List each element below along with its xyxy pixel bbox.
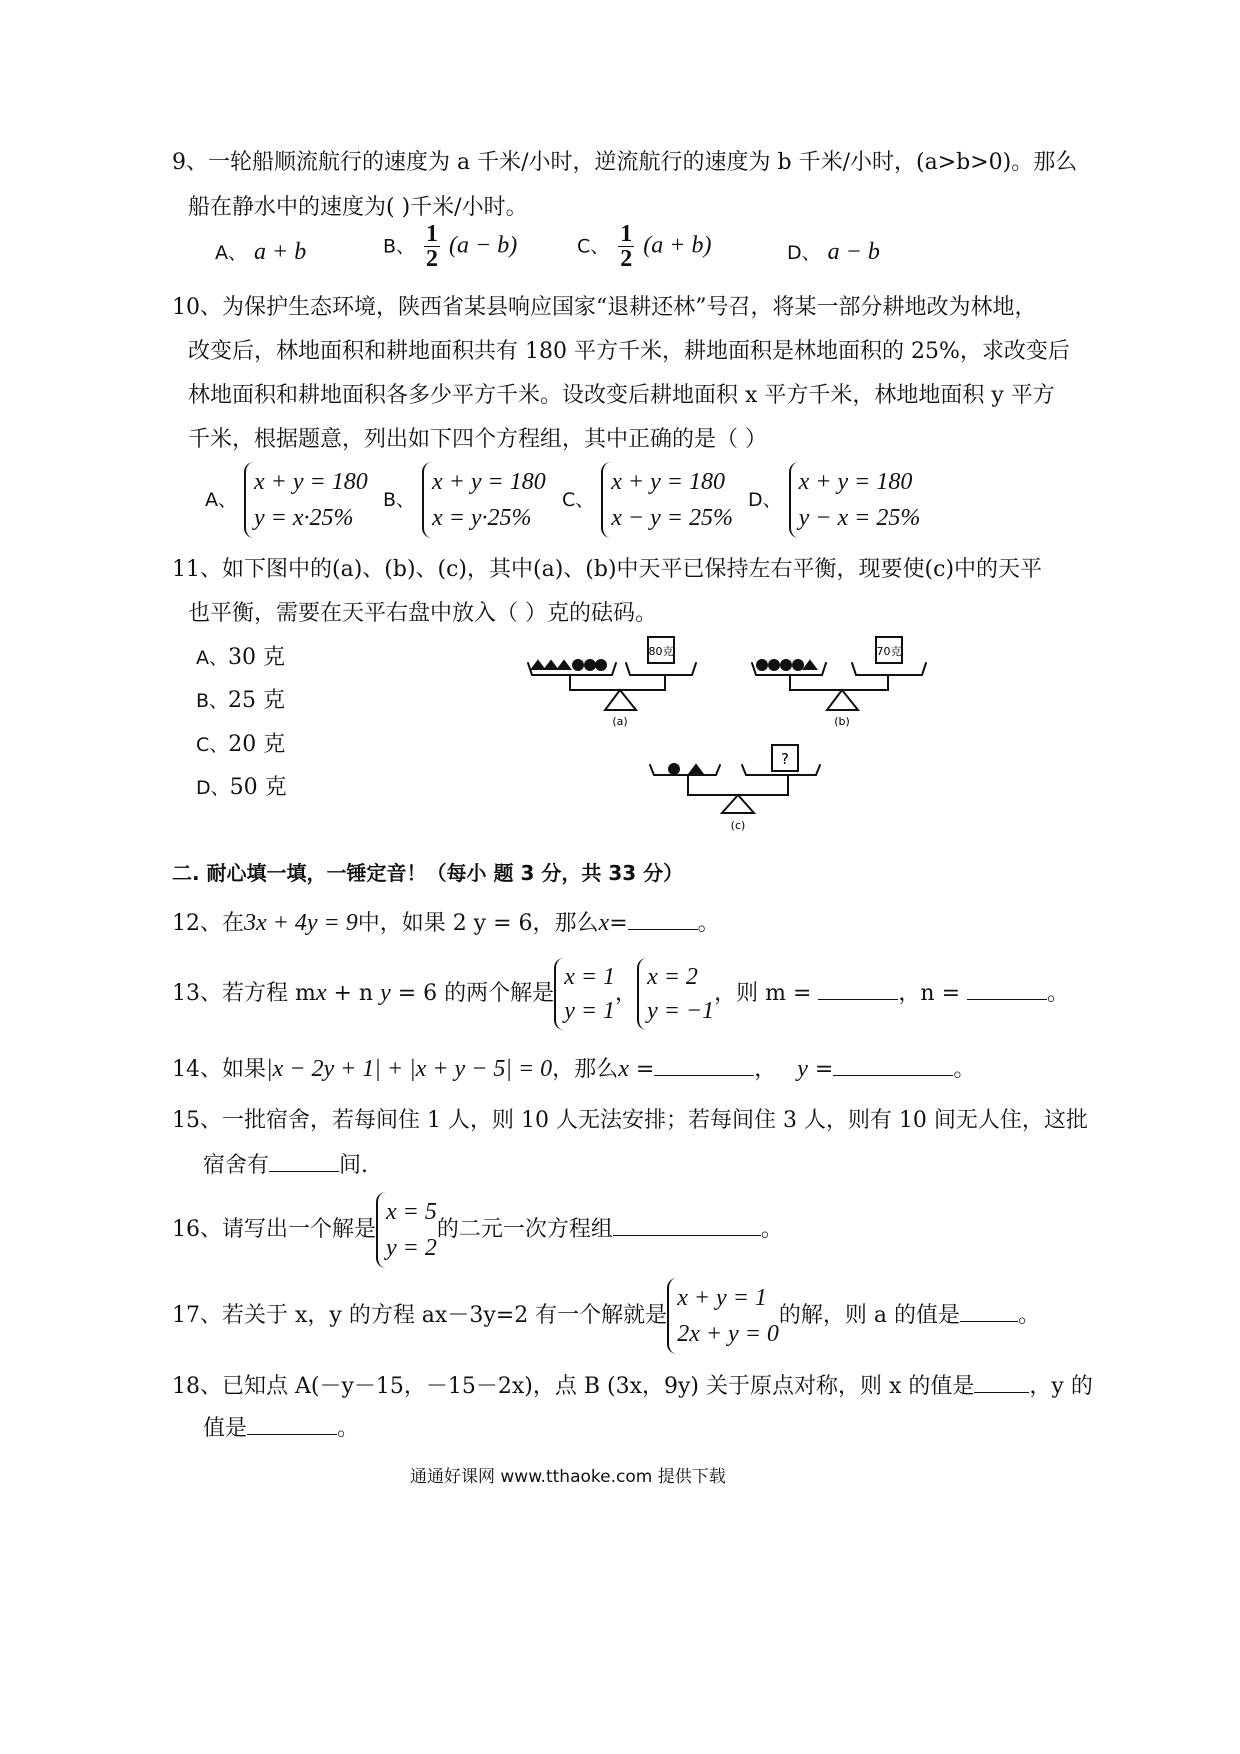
q13-line: 13、若方程 mx + n y = 6 的两个解是 x = 1 y = 1 ， x = 2 y = −1 ，则 m = ，n = 。 (172, 958, 1069, 1030)
q9-option-b: B、 $\frac{1}{2}$ (a − b) (383, 221, 518, 272)
q9-option-a: A、 a + b (215, 239, 307, 265)
section-heading: 二. 耐心填一填，一锤定音！（每小 题 3 分，共 33 分） (172, 861, 684, 885)
q10-option-d: D、 x + y = 180 y − x = 25% (748, 462, 920, 538)
q10-option-b: B、 x + y = 180 x = y·25% (383, 462, 546, 538)
q12-line: 12、在3x + 4y = 9中，如果 2 y = 6，那么x= 。 (172, 905, 720, 937)
q11-line2: 也平衡，需要在天平右盘中放入（ ）克的砝码。 (188, 601, 657, 626)
q16-line: 16、请写出一个解是 x = 5 y = 2 的二元一次方程组 。 (172, 1192, 783, 1268)
q10-option-c: C、 x + y = 180 x − y = 25% (562, 462, 733, 538)
q18-line1: 18、已知点 A(－y－15，－15－2x)，点 B (3x，9y) 关于原点对称，则 x 的值是 ，y 的 (172, 1368, 1093, 1400)
q15-line2: 宿舍有 间. (203, 1147, 368, 1179)
q15-line1: 15、一批宿舍，若每间住 1 人，则 10 人无法安排；若每间住 3 人，则有 10 间无人住，这批 (172, 1108, 1088, 1133)
balance-c (650, 745, 820, 813)
q14-line: 14、如果|x − 2y + 1| + |x + y − 5| = 0，那么x = ， y = 。 (172, 1051, 975, 1083)
weight-label-a: 80克 (648, 645, 674, 658)
figure-label-c: (c) (730, 819, 746, 832)
q9-option-d: D、 a − b (787, 239, 880, 265)
q10-option-a: A、 x + y = 180 y = x·25% (205, 462, 368, 538)
figure-label-b: (b) (834, 715, 850, 728)
q18-line2: 值是 。 (203, 1410, 359, 1442)
balance-scales-figure (520, 625, 950, 840)
q9-line1: 9、一轮船顺流航行的速度为 a 千米/小时，逆流航行的速度为 b 千米/小时，(a>b>0)。那么 (172, 150, 1078, 175)
q9-option-c: C、 $\frac{1}{2}$ (a + b) (577, 221, 712, 272)
q17-line: 17、若关于 x，y 的方程 ax－3y=2 有一个解就是 x + y = 1 2x + y = 0 的解，则 a 的值是 。 (172, 1278, 1040, 1354)
q10-line2: 改变后，林地面积和耕地面积共有 180 平方千米，耕地面积是林地面积的 25%，求改变后 (188, 339, 1070, 364)
q11-option-b: B、25 克 (196, 688, 286, 713)
q11-option-a: A、30 克 (196, 645, 285, 670)
q11-line1: 11、如下图中的(a)、(b)、(c)，其中(a)、(b)中天平已保持左右平衡，现要使(c)中的天平 (172, 557, 1043, 582)
q10-line4: 千米，根据题意，列出如下四个方程组，其中正确的是（ ） (188, 427, 767, 452)
figure-label-a: (a) (612, 715, 628, 728)
q10-line3: 林地面积和耕地面积各多少平方千米。设改变后耕地面积 x 平方千米，林地地面积 y 平方 (188, 383, 1055, 408)
q10-line1: 10、为保护生态环境，陕西省某县响应国家“退耕还林”号召，将某一部分耕地改为林地， (172, 295, 1037, 320)
q11-option-c: C、20 克 (196, 732, 286, 757)
q9-line2: 船在静水中的速度为( )千米/小时。 (188, 195, 528, 220)
weight-label-b: 70克 (876, 645, 902, 658)
q11-option-d: D、50 克 (196, 775, 287, 800)
weight-label-c: ? (781, 750, 789, 768)
page-footer: 通通好课网 www.tthaoke.com 提供下载 (410, 1467, 726, 1487)
